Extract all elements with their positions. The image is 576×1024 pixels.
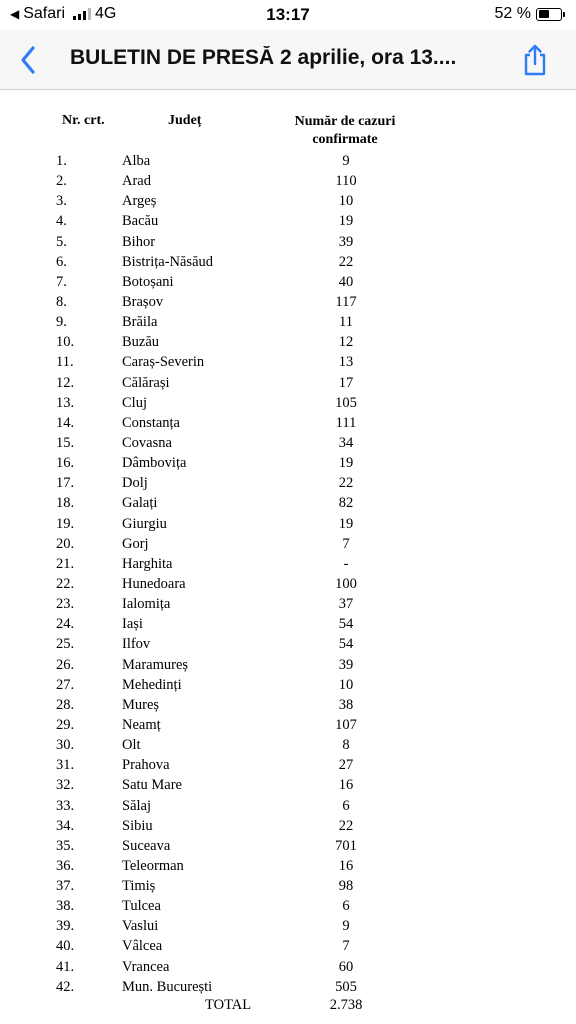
county-name: Galați: [122, 495, 158, 512]
table-row: [0, 634, 576, 654]
case-count: 6: [342, 797, 350, 814]
county-name: Maramureș: [122, 656, 189, 673]
share-button[interactable]: [518, 42, 552, 78]
table-row: [0, 514, 576, 534]
table-row: [0, 876, 576, 896]
table-row: [0, 574, 576, 594]
row-number: 30.: [56, 737, 75, 754]
county-name: Dâmbovița: [122, 455, 187, 472]
row-number: 16.: [56, 455, 75, 472]
table-row: [0, 373, 576, 393]
case-count: 16: [338, 857, 354, 874]
row-number: 7.: [56, 273, 67, 290]
case-count: 19: [338, 213, 354, 230]
row-number: 35.: [56, 837, 75, 854]
case-count: 7: [342, 938, 350, 955]
case-count: 505: [335, 978, 357, 995]
county-name: Bistrița-Năsăud: [122, 253, 214, 270]
header-judet: Județ: [168, 113, 202, 128]
case-count: 98: [338, 878, 354, 895]
back-to-app-icon[interactable]: ◀: [10, 7, 20, 21]
total-value: 2.738: [329, 997, 363, 1013]
table-row: [0, 655, 576, 675]
table-row: [0, 292, 576, 312]
case-count: -: [343, 555, 349, 572]
row-number: 5.: [56, 233, 67, 250]
table-row: [0, 534, 576, 554]
row-number: 17.: [56, 475, 75, 492]
row-number: 20.: [56, 535, 75, 552]
row-number: 18.: [56, 495, 75, 512]
case-count: 54: [338, 616, 354, 633]
table-row: [0, 695, 576, 715]
county-name: Bihor: [122, 233, 156, 250]
table-row: [0, 856, 576, 876]
county-name: Cluj: [122, 394, 147, 411]
row-number: 12.: [56, 374, 75, 391]
case-count: 8: [342, 737, 350, 754]
table-row: [0, 755, 576, 775]
case-count: 39: [338, 656, 354, 673]
case-count: 9: [342, 153, 350, 169]
table-row: [0, 352, 576, 372]
county-name: Vrancea: [122, 958, 170, 975]
row-number: 15.: [56, 434, 75, 451]
case-count: 19: [338, 515, 354, 532]
table-row: [0, 272, 576, 292]
page-title: BULETIN DE PRESĂ 2 aprilie, ora 13....: [70, 46, 457, 69]
county-name: Bacău: [122, 213, 159, 230]
header-nr: Nr. crt.: [62, 113, 105, 128]
row-number: 3.: [56, 193, 67, 210]
county-name: Iași: [122, 616, 143, 633]
table-row: [0, 836, 576, 856]
row-number: 21.: [56, 555, 75, 572]
case-count: 117: [335, 293, 357, 310]
case-count: 16: [338, 777, 354, 794]
case-count: 6: [342, 898, 350, 915]
county-name: Giurgiu: [122, 515, 167, 532]
row-number: 19.: [56, 515, 75, 532]
county-name: Ialomița: [122, 596, 171, 613]
county-name: Mehedinți: [122, 676, 182, 693]
table-row: [0, 735, 576, 755]
case-count: 13: [338, 354, 354, 371]
table-row: [0, 232, 576, 252]
row-number: 22.: [56, 575, 75, 592]
case-count: 100: [335, 575, 357, 592]
table-row: [0, 775, 576, 795]
row-number: 26.: [56, 656, 75, 673]
row-number: 38.: [56, 898, 75, 915]
county-name: Sibiu: [122, 817, 153, 834]
back-app-label[interactable]: Safari: [23, 5, 66, 22]
row-number: 42.: [56, 978, 75, 995]
county-name: Dolj: [122, 475, 148, 492]
case-count: 10: [338, 676, 354, 693]
case-count: 11: [339, 314, 353, 331]
case-count: 82: [338, 495, 354, 512]
row-number: 14.: [56, 414, 75, 431]
table-row: [0, 715, 576, 735]
row-number: 8.: [56, 293, 67, 310]
county-name: Vâlcea: [122, 938, 163, 955]
table-row: [0, 171, 576, 191]
county-name: Covasna: [122, 434, 172, 451]
county-name: Suceava: [122, 837, 171, 854]
row-number: 25.: [56, 636, 75, 653]
battery-percent: 52 %: [494, 5, 531, 22]
table-row: [0, 312, 576, 332]
document-view[interactable]: [0, 91, 576, 1024]
battery-level: [539, 10, 550, 18]
table-row: [0, 796, 576, 816]
row-number: 13.: [56, 394, 75, 411]
case-count: 10: [338, 193, 354, 210]
county-name: Botoșani: [122, 273, 174, 290]
row-number: 34.: [56, 817, 75, 834]
county-name: Mun. București: [122, 978, 213, 995]
case-count: 22: [338, 253, 354, 270]
county-name: Hunedoara: [122, 575, 186, 592]
case-count: 27: [338, 757, 354, 774]
row-number: 31.: [56, 757, 75, 774]
table-row: [0, 473, 576, 493]
table-body: [0, 151, 576, 997]
table-row: [0, 916, 576, 936]
table-row: [0, 554, 576, 574]
case-count: 12: [338, 334, 354, 351]
case-count: 110: [335, 173, 357, 190]
county-name: Brașov: [122, 293, 164, 310]
row-number: 4.: [56, 213, 67, 230]
county-name: Călărași: [122, 374, 170, 391]
row-number: 27.: [56, 676, 75, 693]
header-count: [268, 113, 422, 149]
row-number: 37.: [56, 878, 75, 895]
case-count: 701: [335, 837, 357, 854]
case-count: 34: [338, 434, 354, 451]
case-count: 37: [338, 596, 354, 613]
county-name: Constanța: [122, 414, 180, 431]
case-count: 19: [338, 455, 354, 472]
row-number: 29.: [56, 716, 75, 733]
share-icon[interactable]: [520, 43, 550, 77]
case-count: 107: [335, 716, 357, 733]
table-row: [0, 191, 576, 211]
table-row: [0, 151, 576, 171]
table-row: [0, 453, 576, 473]
county-name: Brăila: [122, 314, 158, 331]
case-count: 22: [338, 475, 354, 492]
case-count: 105: [335, 394, 357, 411]
county-name: Prahova: [122, 757, 170, 774]
row-number: 36.: [56, 857, 75, 874]
county-name: Timiș: [122, 878, 156, 895]
case-count: 40: [338, 273, 354, 290]
table-row: [0, 433, 576, 453]
table-row: [0, 413, 576, 433]
table-row: [0, 936, 576, 956]
county-name: Mureș: [122, 696, 160, 713]
row-number: 9.: [56, 314, 67, 331]
row-number: 40.: [56, 938, 75, 955]
county-name: Tulcea: [122, 898, 161, 915]
county-name: Gorj: [122, 535, 149, 552]
case-count: 38: [338, 696, 354, 713]
header-count-line1: Număr de cazuri: [294, 114, 396, 129]
county-name: Sălaj: [122, 797, 151, 814]
status-bar: [0, 0, 576, 30]
network-type: 4G: [95, 5, 117, 22]
case-count: 39: [338, 233, 354, 250]
row-number: 2.: [56, 173, 67, 190]
row-number: 6.: [56, 253, 67, 270]
table-row: [0, 977, 576, 997]
table-row: [0, 594, 576, 614]
county-name: Teleorman: [122, 857, 184, 874]
battery-icon: [536, 8, 562, 21]
row-number: 23.: [56, 596, 75, 613]
table-row: [0, 393, 576, 413]
table-row: [0, 332, 576, 352]
total-label: TOTAL: [205, 997, 252, 1013]
row-number: 11.: [56, 354, 74, 371]
table-row: [0, 957, 576, 977]
table-row: [0, 675, 576, 695]
case-count: 17: [338, 374, 354, 391]
county-name: Caraș-Severin: [122, 354, 205, 371]
table-header: [0, 113, 576, 153]
table-row: [0, 493, 576, 513]
navigation-bar: [0, 30, 576, 90]
back-button[interactable]: [12, 42, 44, 78]
county-name: Alba: [122, 153, 151, 169]
table-row: [0, 816, 576, 836]
row-number: 10.: [56, 334, 75, 351]
county-name: Olt: [122, 737, 141, 754]
case-count: 22: [338, 817, 354, 834]
table-row: [0, 614, 576, 634]
case-count: 111: [335, 414, 357, 431]
county-name: Buzău: [122, 334, 160, 351]
case-count: 7: [342, 535, 350, 552]
county-name: Ilfov: [122, 636, 151, 653]
county-name: Satu Mare: [122, 777, 182, 794]
county-name: Neamț: [122, 716, 161, 733]
case-count: 60: [338, 958, 354, 975]
case-count: 9: [342, 918, 350, 935]
table-row: [0, 211, 576, 231]
header-count-line2: confirmate: [312, 132, 378, 147]
county-name: Harghita: [122, 555, 173, 572]
table-row: [0, 252, 576, 272]
county-name: Vaslui: [122, 918, 159, 935]
county-name: Arad: [122, 173, 151, 190]
case-count: 54: [338, 636, 354, 653]
row-number: 32.: [56, 777, 75, 794]
row-number: 1.: [56, 153, 67, 169]
status-right: [495, 5, 562, 23]
county-name: Argeș: [122, 193, 157, 210]
row-number: 24.: [56, 616, 75, 633]
table-row: [0, 896, 576, 916]
row-number: 33.: [56, 797, 75, 814]
chevron-left-icon[interactable]: [20, 45, 36, 75]
row-number: 41.: [56, 958, 75, 975]
row-number: 28.: [56, 696, 75, 713]
row-number: 39.: [56, 918, 75, 935]
status-time: 13:17: [266, 5, 310, 24]
